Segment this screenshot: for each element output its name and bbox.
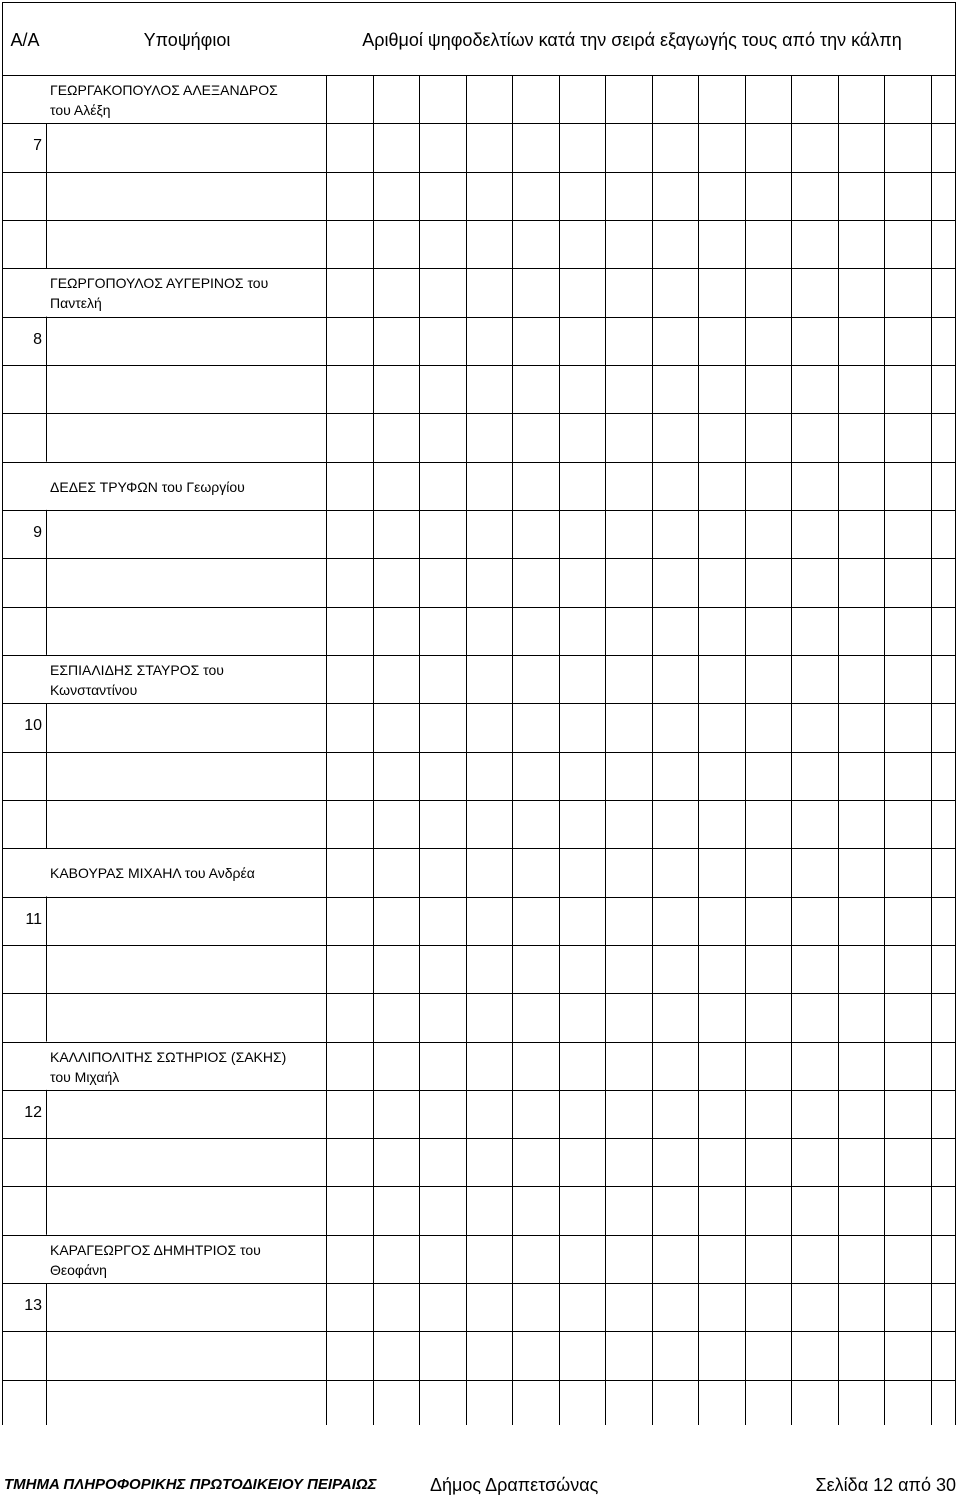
candidate-name-line1: ΚΑΡΑΓΕΩΡΓΟΣ ΔΗΜΗΤΡΙΟΣ του: [50, 1241, 261, 1258]
candidate-name: [50, 477, 320, 497]
candidate-name: [50, 863, 320, 883]
candidate-name-line1: ΕΣΠΙΑΛΙΔΗΣ ΣΤΑΥΡΟΣ του: [50, 661, 224, 678]
header-candidates: Υποψήφιοι: [143, 29, 231, 50]
candidate-name-line2: Θεοφάνη: [50, 1261, 107, 1278]
footer-municipality: Δήμος Δραπετσώνας: [430, 1475, 599, 1495]
candidate-name-line2: Κωνσταντίνου: [50, 681, 138, 698]
candidate-block: [2, 848, 956, 1041]
header-ballot-numbers: Αριθμοί ψηφοδελτίων κατά την σειρά εξαγωγής τους από την κάλπη: [362, 29, 902, 50]
candidate-name-line2: του Μιχαήλ: [50, 1068, 120, 1085]
candidate-block: [2, 1235, 956, 1428]
candidate-name-line1: ΔΕΔΕΣ ΤΡΥΦΩΝ του Γεωργίου: [50, 478, 245, 495]
candidate-number: 9: [33, 523, 42, 541]
table-header: [2, 2, 956, 76]
candidate-name-line2: του Αλέξη: [50, 102, 111, 118]
candidate-block: [2, 1042, 956, 1235]
candidate-number: 7: [33, 137, 42, 155]
candidate-block: [2, 462, 956, 655]
footer-page-number: Σελίδα 12 από 30: [815, 1475, 956, 1495]
page-footer: [0, 1474, 960, 1500]
candidate-number: 8: [33, 330, 42, 348]
header-serial-number: Α/Α: [10, 29, 40, 50]
candidate-name: [50, 273, 320, 313]
candidate-name: [50, 1047, 320, 1087]
candidate-number: 12: [24, 1103, 42, 1121]
candidate-name: [50, 660, 320, 700]
candidate-name: [50, 80, 320, 120]
candidate-name-line1: ΚΑΛΛΙΠΟΛΙΤΗΣ ΣΩΤΗΡΙΟΣ (ΣΑΚΗΣ): [50, 1048, 287, 1065]
footer-department: ΤΜΗΜΑ ΠΛΗΡΟΦΟΡΙΚΗΣ ΠΡΩΤΟΔΙΚΕΙΟΥ ΠΕΙΡΑΙΩΣ: [4, 1476, 377, 1493]
candidate-block: [2, 268, 956, 461]
candidate-block: [2, 655, 956, 848]
candidate-name-line1: ΚΑΒΟΥΡΑΣ ΜΙΧΑΗΛ του Ανδρέα: [50, 865, 255, 882]
candidate-name-line1: ΓΕΩΡΓΟΠΟΥΛΟΣ ΑΥΓΕΡΙΝΟΣ του: [50, 275, 269, 292]
candidate-name-line1: ΓΕΩΡΓΑΚΟΠΟΥΛΟΣ ΑΛΕΞΑΝΔΡΟΣ: [50, 82, 278, 98]
candidate-name: [50, 1240, 320, 1280]
candidate-number: 13: [24, 1297, 42, 1315]
candidate-number: 10: [24, 717, 42, 735]
candidate-block: [2, 75, 956, 268]
candidate-name-line2: Παντελή: [50, 295, 102, 312]
candidate-number: 11: [25, 910, 42, 928]
